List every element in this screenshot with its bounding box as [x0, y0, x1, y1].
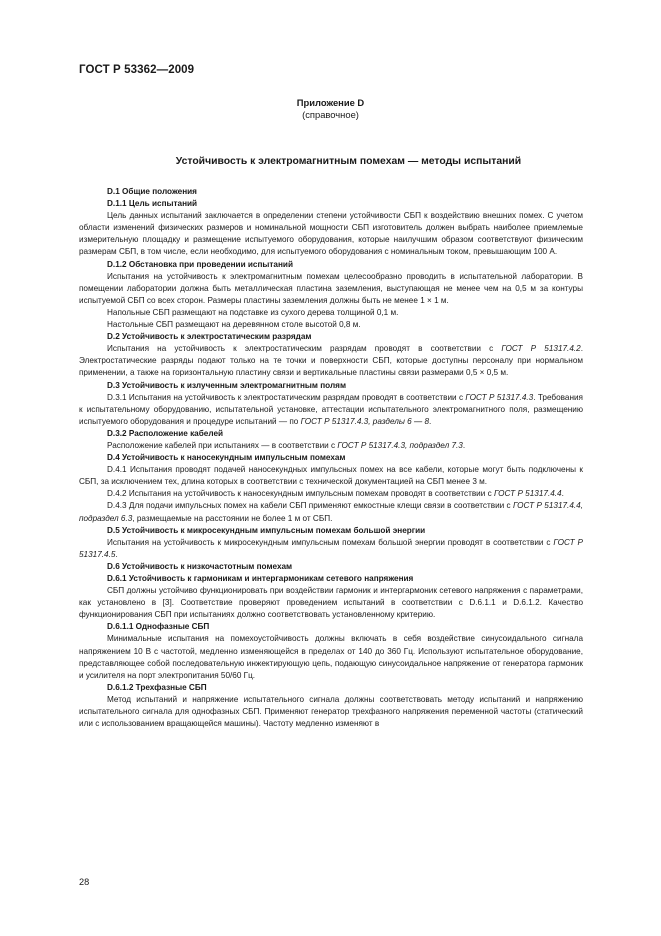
paragraph	[79, 343, 583, 379]
paragraph	[79, 488, 583, 500]
section-heading: D.4 Устойчивость к наносекундным импульсным помехам	[107, 453, 346, 463]
text-run: Расположение кабелей при испытаниях — в соответствии с	[107, 440, 338, 450]
annex-title: Приложение D	[296, 97, 365, 108]
paragraph: Напольные СБП размещают на подставке из сухого дерева толщиной 0,1 м.	[107, 307, 399, 317]
paragraph: Настольные СБП размещают на деревянном столе высотой 0,8 м.	[107, 320, 361, 330]
section-heading: D.3.2 Расположение кабелей	[107, 428, 224, 438]
text-run: Испытания на устойчивость к микросекундным импульсным помехам большой энергии проводят в соответствии с	[107, 537, 554, 547]
paragraph: Испытания на устойчивость к электромагнитным помехам целесообразно проводить в испытательной лаборатории. В помещении лаборатории должна быть металлическая пластина заземления, выступающая не менее чем на 0,5 м за контуры испытуемой СБП со всех сторон. Размеры пластины заземления должны быть не менее 1 × 1 м.	[79, 271, 583, 305]
document-body	[79, 186, 583, 730]
standard-reference: ГОСТ Р 51317.4.3, подраздел 7.3	[337, 440, 463, 450]
text-run: Испытания на устойчивость к электростатическим разрядам проводят в соответствии с	[107, 344, 502, 354]
section-heading: D.2 Устойчивость к электростатическим разрядам	[107, 332, 312, 342]
text-run: .	[462, 440, 466, 450]
section-heading: D.6 Устойчивость к низкочастотным помехам	[107, 561, 293, 571]
section-heading: D.6.1.1 Однофазные СБП	[107, 622, 210, 632]
section-heading: D.1.2 Обстановка при проведении испытаний	[107, 259, 294, 269]
text-run: , размещаемые на расстоянии не более 1 м от СБП.	[132, 513, 333, 523]
standard-reference: ГОСТ Р 51317.4.4, подраздел 6.3	[79, 501, 583, 523]
paragraph: Цель данных испытаний заключается в определении степени устойчивости СБП к воздействию внешних помех. С учетом области изменений физических размеров и номинальной мощности СБП изготовитель должен выбрать наиболее приемлемые измерительную площадку и размещение испытуемого оборудования, которые наилучшим образом соответствуют физическим размерам СБП, в том числе, если необходимо, для испытуемого оборудования с номинальным током, превышающим 100 А.	[79, 211, 583, 257]
section-heading: D.5 Устойчивость к микросекундным импульсным помехам большой энергии	[107, 525, 426, 535]
section-heading: D.3 Устойчивость к излученным электромагнитным полям	[107, 380, 347, 390]
text-run: . Электростатические разряды подают только на те точки и поверхности СБП, которые доступны персоналу при нормальном применении, а также на горизонтальную пластину связи и вертикальные пластины связи размерами 0,5 × 0,5 м.	[79, 344, 583, 378]
paragraph	[79, 392, 583, 428]
annex-subtitle: (справочное)	[302, 108, 359, 120]
section-heading: D.6.1 Устойчивость к гармоникам и интергармоникам сетевого напряжения	[107, 574, 414, 583]
section-heading: D.6.1.2 Трехфазные СБП	[107, 682, 207, 692]
standard-reference: ГОСТ Р 51317.4.4	[493, 489, 562, 499]
section-heading: D.1 Общие положения	[107, 187, 197, 196]
text-run: .	[115, 549, 118, 559]
standard-reference: ГОСТ Р 51317.4.2	[501, 344, 581, 354]
standard-reference: ГОСТ Р 51317.4.5	[79, 537, 583, 559]
standard-reference: ГОСТ Р 51317.4.3	[465, 392, 534, 402]
document-header: ГОСТ Р 53362—2009	[79, 64, 195, 76]
standard-reference: ГОСТ Р 51317.4.3, разделы 6 — 8	[300, 416, 429, 426]
text-run: .	[561, 489, 564, 499]
paragraph	[79, 537, 583, 561]
section-heading: D.1.1 Цель испытаний	[107, 199, 198, 209]
paragraph	[79, 500, 583, 524]
text-run: .	[429, 416, 432, 426]
annex-block	[0, 97, 661, 120]
text-run: D.4.2 Испытания на устойчивость к наносекундным импульсным помехам проводят в соответствии с	[107, 489, 494, 499]
text-run: . Требования к испытательному оборудованию, испытательной установке, аттестации испытательного электромагнитного поля, размещению испытуемого оборудования и процедуре испытаний — по	[79, 392, 583, 426]
paragraph: Метод испытаний и напряжение испытательного сигнала должны соответствовать методу испытаний и напряжению испытательного сигнала для однофазных СБП. Применяют генератор трехфазного напряжения переменной частоты (статический или с использованием вращающейся машины). Частоту медленно изменяют в	[79, 694, 583, 729]
document-title: Устойчивость к электромагнитным помехам — методы испытаний	[175, 156, 522, 167]
paragraph: D.4.1 Испытания проводят подачей наносекундных импульсных помех на все кабели, которые могут быть подключены к СБП, за исключением тех, длина которых в соответствии с технической документацией на СБП менее 3 м.	[79, 465, 583, 487]
paragraph: СБП должны устойчиво функционировать при воздействии гармоник и интергармоник сетевого напряжения с параметрами, как установлено в [3]. Соответствие проверяют проведением испытаний в соответствии с D.6.1.1 и D.6.1.2. Качество функционирования СБП при испытаниях должно соответствовать установленному критерию.	[79, 586, 583, 620]
paragraph	[79, 440, 583, 452]
paragraph: Минимальные испытания на помехоустойчивость должны включать в себя воздействие синусоидального сигнала напряжением 10 В с частотой, медленно изменяющейся в пределах от 140 до 360 Гц. Используют испытательное оборудование, представляющее собой последовательную инжектирующую цепь, подающую синусоидальное напряжение от генератора гармоник и усилителя на порт электропитания 50/60 Гц.	[79, 634, 583, 680]
page-number: 28	[79, 877, 90, 887]
text-run: D.4.3 Для подачи импульсных помех на кабели СБП применяют емкостные клещи связи в соответствии с	[107, 501, 513, 511]
text-run: D.3.1 Испытания на устойчивость к электростатическим разрядам проводят в соответствии с	[107, 392, 466, 402]
